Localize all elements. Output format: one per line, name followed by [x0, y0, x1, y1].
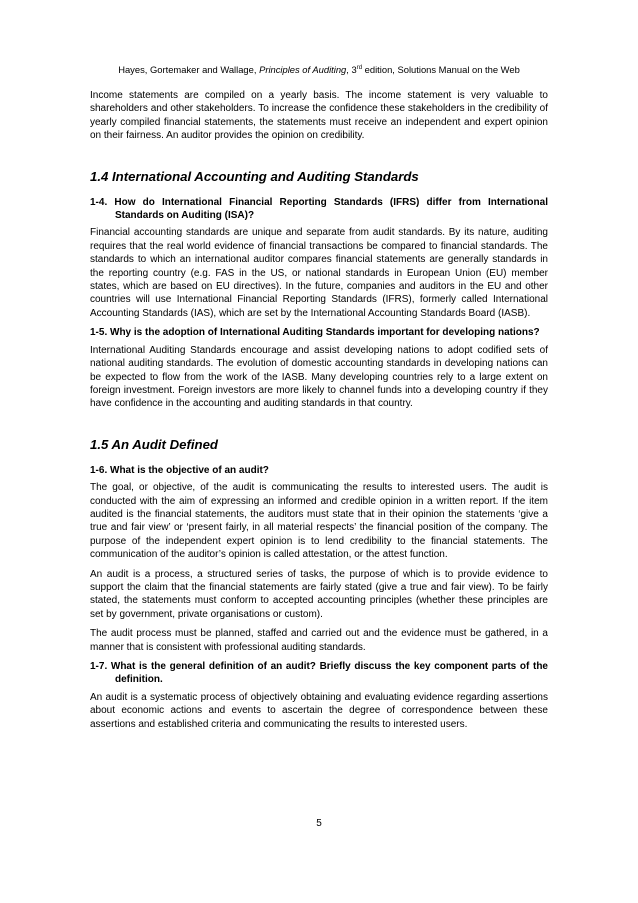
- question-1-4: 1-4. How do International Financial Reporting Standards (IFRS) differ from International Standards on Auditing (ISA)?: [90, 196, 548, 222]
- question-1-5: 1-5. Why is the adoption of International Auditing Standards important for developing nations?: [90, 327, 540, 339]
- header-authors: Hayes, Gortemaker and Wallage,: [118, 64, 260, 75]
- header-book-title: Principles of Auditing: [259, 64, 347, 75]
- question-1-7: 1-7. What is the general definition of an audit? Briefly discuss the key component parts of the definition.: [90, 661, 548, 686]
- question-1-6: 1-6. What is the objective of an audit?: [90, 464, 269, 476]
- main-content: [90, 89, 548, 737]
- answer-1-7: An audit is a systematic process of objectively obtaining and evaluating evidence regarding assertions about economic actions and events to ascertain the degree of correspondence between these assertions and established criteria and communicating the results to interested users.: [90, 691, 548, 730]
- answer-1-4: Financial accounting standards are unique and separate from audit standards. By its nature, auditing requires that the real world evidence of financial transactions be compared to financial standards. The standards to which an international auditor compares financial statements are generally standards in the reporting country (e.g. FAS in the US, or national standards in European Union (EU) member states, which are based on EU directives). In the future, companies and auditors in the EU and other countries will use International Financial Reporting Standards (IFRS), formerly called International Accounting Standards (IAS), which are set by the International Accounting Standards Board (IASB).: [90, 227, 548, 319]
- section-heading-1-4: 1.4 International Accounting and Auditing Standards: [90, 168, 419, 184]
- section-heading-1-5: 1.5 An Audit Defined: [90, 436, 218, 452]
- intro-paragraph: Income statements are compiled on a yearly basis. The income statement is very valuable to shareholders and other stakeholders. To increase the confidence these stakeholders in the credibility of yearly compiled financial statements, the statements must receive an independent and expert opinion on their fairness. An auditor provides the opinion on credibility.: [90, 90, 548, 142]
- answer-1-6-paragraph-3: The audit process must be planned, staffed and carried out and the evidence must be gathered, in a manner that is consistent with professional auditing standards.: [90, 628, 548, 653]
- answer-1-6: The goal, or objective, of the audit is communicating the results to interested users. The audit is conducted with the aim of expressing an informed and credible opinion in a written report. If the item audited is the financial statements, the auditors must state that in their opinion the statements ‘give a true and fair view’ or ‘present fairly, in all material respects’ the financial position of the company. The purpose of the independent expert opinion is to lend credibility to the financial statements. The communication of the auditor’s opinion is called attestation, or the attest function.: [90, 482, 548, 561]
- page-number: 5: [316, 818, 322, 829]
- header-tail: edition, Solutions Manual on the Web: [362, 64, 520, 75]
- header-edition-suffix: rd: [356, 65, 363, 71]
- header-edition: , 3: [346, 64, 357, 75]
- answer-1-5: International Auditing Standards encourage and assist developing nations to adopt codified sets of national auditing standards. The evolution of domestic accounting standards in developing nations can be expected to flow from the work of the IASB. Many developing countries rely to a large extent on foreign investment. Foreign investors are more likely to channel funds into a developing country if they have confidence in the accounting and auditing standards in that country.: [90, 344, 548, 410]
- running-header: [0, 62, 638, 76]
- answer-1-6-paragraph-2: An audit is a process, a structured series of tasks, the purpose of which is to provide evidence to support the claim that the financial statements are fairly stated (give a true and fair view). To be fairly stated, the statements must conform to accepted accounting principles (whether these principles are set by government, private organisations or custom).: [90, 568, 548, 620]
